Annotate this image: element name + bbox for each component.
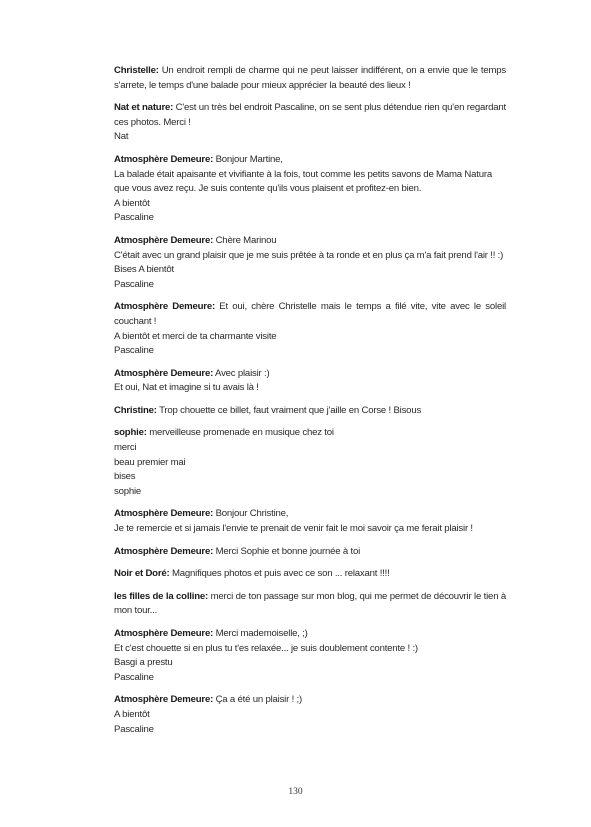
comment-author: Atmosphère Demeure: [114, 301, 215, 313]
comment-author: Atmosphère Demeure: [114, 694, 214, 706]
comment-author: Nat et nature: [114, 102, 174, 114]
comment-text: Merci mademoiselle, ;) [215, 628, 308, 639]
comment-entry [114, 693, 506, 737]
comment-line: La balade était apaisante et vivifiante à la fois, tout comme les petits savons de Mama Natura que vous avez reçu. Je suis contente qu'ils vous plaisent et profitez-en bien. [114, 168, 492, 195]
comment-author: Atmosphère Demeure: [114, 545, 214, 557]
comment-first-line [114, 234, 506, 249]
comment-author: Noir et Doré: [114, 568, 170, 580]
comment-line: Pascaline [114, 278, 154, 290]
comment-line: A bientôt [114, 197, 150, 209]
comment-first-line [114, 404, 506, 419]
comment-text: merveilleuse promenade en musique chez toi [149, 427, 334, 439]
comment-first-line [114, 367, 506, 382]
comment-text: Merci Sophie et bonne journée à toi [215, 545, 361, 557]
comment-line: Pascaline [114, 723, 154, 735]
comment-line: Et oui, Nat et imagine si tu avais là ! [114, 382, 259, 394]
comment-author: Atmosphère Demeure: [114, 628, 214, 639]
comment-author: sophie: [114, 427, 147, 439]
comment-line: beau premier mai [114, 456, 186, 468]
comment-line: Pascaline [114, 345, 154, 357]
comment-first-line [114, 101, 506, 130]
comment-entry [114, 627, 506, 685]
comment-entry [114, 153, 506, 226]
comment-first-line [114, 590, 506, 619]
comment-first-line [114, 426, 506, 441]
comment-line: Nat [114, 131, 129, 143]
comment-author: Christine: [114, 404, 157, 416]
comment-first-line [114, 300, 506, 329]
comment-author: Atmosphère Demeure: [114, 508, 214, 520]
comment-author: Christelle: [114, 65, 159, 76]
comment-entry [114, 300, 506, 358]
comment-text: Un endroit rempli de charme qui ne peut laisser indifférent, on a envie que le temps s'arrete, le temps d'une balade pour mieux apprécier la beauté des lieux ! [114, 65, 506, 91]
comment-line: sophie [114, 485, 142, 497]
comment-first-line [114, 507, 506, 522]
comment-first-line [114, 693, 506, 708]
comment-entry [114, 545, 506, 560]
comments-list [114, 64, 506, 745]
comment-line: C'était avec un grand plaisir que je me suis prêtée à ta ronde et en plus ça m'a fait prend l'air !! :) [114, 249, 504, 261]
comment-line: A bientôt [114, 708, 150, 720]
comment-first-line [114, 627, 506, 642]
comment-author: Atmosphère Demeure: [114, 153, 214, 165]
comment-text: merci de ton passage sur mon blog, qui me permet de découvrir le tien à mon tour... [114, 590, 507, 617]
comment-entry [114, 590, 506, 619]
comment-line: A bientôt et merci de ta charmante visite [114, 330, 277, 342]
comment-author: Atmosphère Demeure: [114, 367, 214, 379]
comment-text: Avec plaisir :) [215, 367, 270, 379]
comment-entry [114, 234, 506, 292]
comment-line: Bises A bientôt [114, 264, 174, 276]
comment-entry [114, 404, 506, 419]
comment-line: Basgi a prestu [114, 657, 173, 669]
comment-text: Bonjour Martine, [215, 153, 283, 165]
page-number: 130 [288, 787, 303, 797]
comment-author: Atmosphère Demeure: [114, 234, 214, 246]
comment-text: Trop chouette ce billet, faut vraiment que j'aille en Corse ! Bisous [159, 404, 422, 416]
comment-text: Et oui, chère Christelle mais le temps a filé vite, vite avec le soleil couchant ! [114, 301, 506, 327]
comment-entry [114, 64, 506, 93]
comment-line: Et c'est chouette si en plus tu t'es relaxée... je suis doublement contente ! :) [114, 642, 418, 654]
comment-line: bises [114, 471, 136, 483]
comment-author: les filles de la colline: [114, 590, 209, 602]
comment-line: Je te remercie et si jamais l'envie te prenait de venir fait le moi savoir ça me ferait plaisir ! [114, 523, 473, 535]
comment-line: merci [114, 442, 137, 454]
comment-text: Ça a été un plaisir ! ;) [215, 694, 302, 706]
comment-entry [114, 101, 506, 145]
comment-entry [114, 426, 506, 499]
comment-entry [114, 567, 506, 582]
comment-first-line [114, 567, 506, 582]
comment-first-line [114, 64, 506, 93]
comment-line: Pascaline [114, 212, 154, 224]
comment-line: Pascaline [114, 671, 154, 683]
comment-text: Magnifiques photos et puis avec ce son ... relaxant !!!! [171, 568, 390, 580]
comment-text: Bonjour Christine, [215, 508, 289, 520]
comment-text: C'est un très bel endroit Pascaline, on se sent plus détendue rien qu'en regardant ces photos. Merci ! [114, 102, 506, 128]
comment-entry [114, 507, 506, 536]
comment-entry [114, 367, 506, 396]
comment-text: Chère Marinou [215, 234, 277, 246]
comment-first-line [114, 545, 506, 560]
comment-first-line [114, 153, 506, 168]
